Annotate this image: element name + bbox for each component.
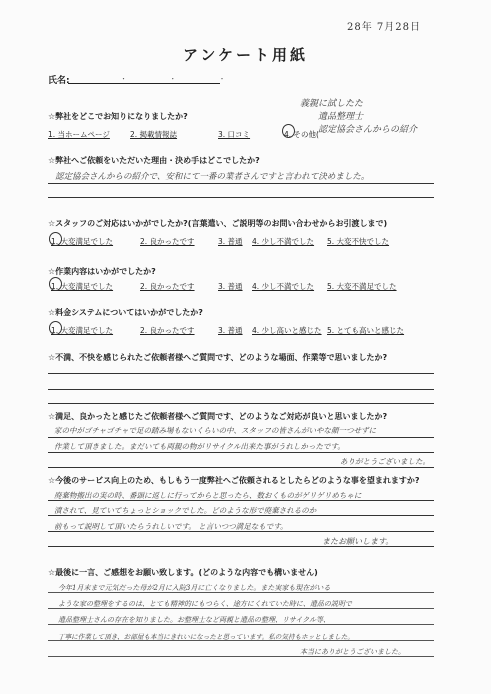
q9-question: ☆最後に一言、ご感想をお願い致します。(どのような内容でも構いません) [48, 568, 318, 577]
q7-answer-line-2: 作業して頂きました。まだいても両親の物がリサイクル出来た事がうれしかったです。 [54, 442, 345, 451]
q9-answer-line-1: 今年1月末まで元気だった母が2月に入院3月に亡くなりました。また実家も現在がいる [58, 584, 331, 592]
q1-answer-line-2: 遺品整理士 [318, 112, 364, 122]
q7-rule-1 [48, 437, 434, 438]
q7-rule-2 [48, 452, 434, 453]
q9-rule-2 [48, 608, 434, 609]
q8-question: ☆今後のサービス向上のため、もしもう一度弊社へご依頼されるとしたらどのような事を望まれますか? [48, 476, 420, 485]
q2-answer-line-2 [48, 197, 434, 198]
q8-rule-1 [48, 500, 434, 501]
q9-answer-line-5: 本当にありがとうございました。 [300, 648, 405, 656]
q8-answer-line-2: 漬されて、見ていてちょっとショックでした。どのような形で廃棄されるのか [54, 506, 317, 515]
q2-question: ☆弊社へご依頼をいただいた理由・決め手はどこでしたか? [48, 156, 260, 165]
q4-option-1[interactable]: 1. 大変満足でした [51, 282, 114, 291]
q8-rule-2 [48, 515, 434, 516]
q9-rule-4 [48, 640, 434, 641]
q9-answer-line-2: ような家の整理をするのは、とても精神的にもつらく、途方にくれていた時に、遺品の説明で [58, 600, 352, 608]
q5-selected-circle [49, 321, 62, 335]
q5-option-3[interactable]: 3. 普通 [218, 326, 243, 335]
q9-answer-line-3: 遺品整理士さんの存在を知りました。お整理士など両親と遺品の整理、リサイクル等、 [58, 616, 331, 624]
q1-option-2[interactable]: 2. 掲載情報誌 [130, 130, 178, 139]
q4-option-3[interactable]: 3. 普通 [218, 282, 243, 291]
q9-rule-1 [48, 592, 434, 593]
q9-rule-5 [48, 656, 434, 657]
q6-answer-line-2 [48, 389, 434, 390]
q5-option-2[interactable]: 2. 良かったです [140, 326, 195, 335]
q4-selected-circle [49, 277, 62, 291]
q6-question: ☆不満、不快を感じられたご依頼者様へご質問です、どのような場面、作業等で思いましたか? [48, 353, 388, 362]
q1-option-1[interactable]: 1. 当ホームページ [48, 130, 110, 139]
q5-question: ☆料金システムについてはいかがでしたか? [48, 308, 203, 317]
q1-answer-line-1: 義親に試したた [300, 99, 364, 109]
q8-answer-line-1: 廃棄物搬出の実の時、番頭に返しに行ってからと思ったら、数おくものがゲリゲリめちゃに [54, 491, 362, 500]
q3-option-3[interactable]: 3. 普通 [218, 237, 243, 246]
q9-answer-line-4: 丁寧に作業して頂き、お部屋も本当にきれいになったと思っています。私の気持もホッとしました。 [58, 633, 354, 641]
name-value: ・ ・ ・ [120, 75, 246, 83]
q2-answer-line-1 [48, 183, 434, 184]
q1-option-4[interactable]: 4. その他( [284, 130, 319, 139]
q3-option-4[interactable]: 4. 少し不満でした [252, 237, 315, 246]
q6-answer-line-3 [48, 403, 434, 404]
q5-option-5[interactable]: 5. とても高いと感じた [327, 326, 405, 335]
q8-answer-line-4: またお願いします。 [322, 537, 394, 546]
q4-option-2[interactable]: 2. 良かったです [140, 282, 195, 291]
q4-option-5[interactable]: 5. 大変不満足でした [327, 282, 397, 291]
q1-selected-circle [282, 124, 295, 138]
q3-question: ☆スタッフのご対応はいかがでしたか?(言葉遣い、ご説明等のお問い合わせからお引渡しまで) [48, 219, 388, 228]
survey-date: 28年 7月28日 [347, 22, 421, 33]
q7-answer-line-1: 家の中がゴチャゴチャで足の踏み場もないくらいの中、スタッフの皆さんがいやな顔一つせずに [54, 426, 377, 435]
q8-answer-line-3: 前もって説明して頂いたらうれしいです。 と言いつつ満足なもです。 [54, 522, 288, 531]
q7-answer-line-3: ありがとうございました。 [340, 457, 430, 466]
name-label: 氏名: [48, 76, 70, 86]
q1-question: ☆弊社をどこでお知りになりましたか? [48, 112, 188, 121]
q7-question: ☆満足、良かったと感じたご依頼者様へご質問です、どのようなご対応が良いと思いましたか? [48, 412, 388, 421]
q5-option-1[interactable]: 1. 大変満足でした [51, 326, 114, 335]
q2-answer: 認定協会さんからの紹介で、安和にて一番の業者さんですと言われて決めました。 [55, 172, 370, 182]
q8-rule-4 [48, 546, 434, 547]
q7-rule-3 [48, 467, 434, 468]
q5-option-4[interactable]: 4. 少し高いと感じた [252, 326, 322, 335]
q3-option-1[interactable]: 1. 大変満足でした [51, 237, 114, 246]
q3-option-5[interactable]: 5. 大変不快でした [327, 237, 390, 246]
q8-rule-3 [48, 531, 434, 532]
q4-question: ☆作業内容はいかがでしたか? [48, 267, 156, 276]
q1-option-3[interactable]: 3. 口コミ [218, 130, 251, 139]
q9-rule-3 [48, 624, 434, 625]
q3-selected-circle [49, 232, 62, 246]
name-underline [68, 83, 220, 84]
page-title: アンケート用紙 [182, 46, 309, 64]
q1-answer-line-3: 認定協会さんからの紹介 [318, 125, 418, 135]
q6-answer-line-1 [48, 373, 434, 374]
q4-option-4[interactable]: 4. 少し不満でした [252, 282, 315, 291]
q3-option-2[interactable]: 2. 良かったです [140, 237, 195, 246]
